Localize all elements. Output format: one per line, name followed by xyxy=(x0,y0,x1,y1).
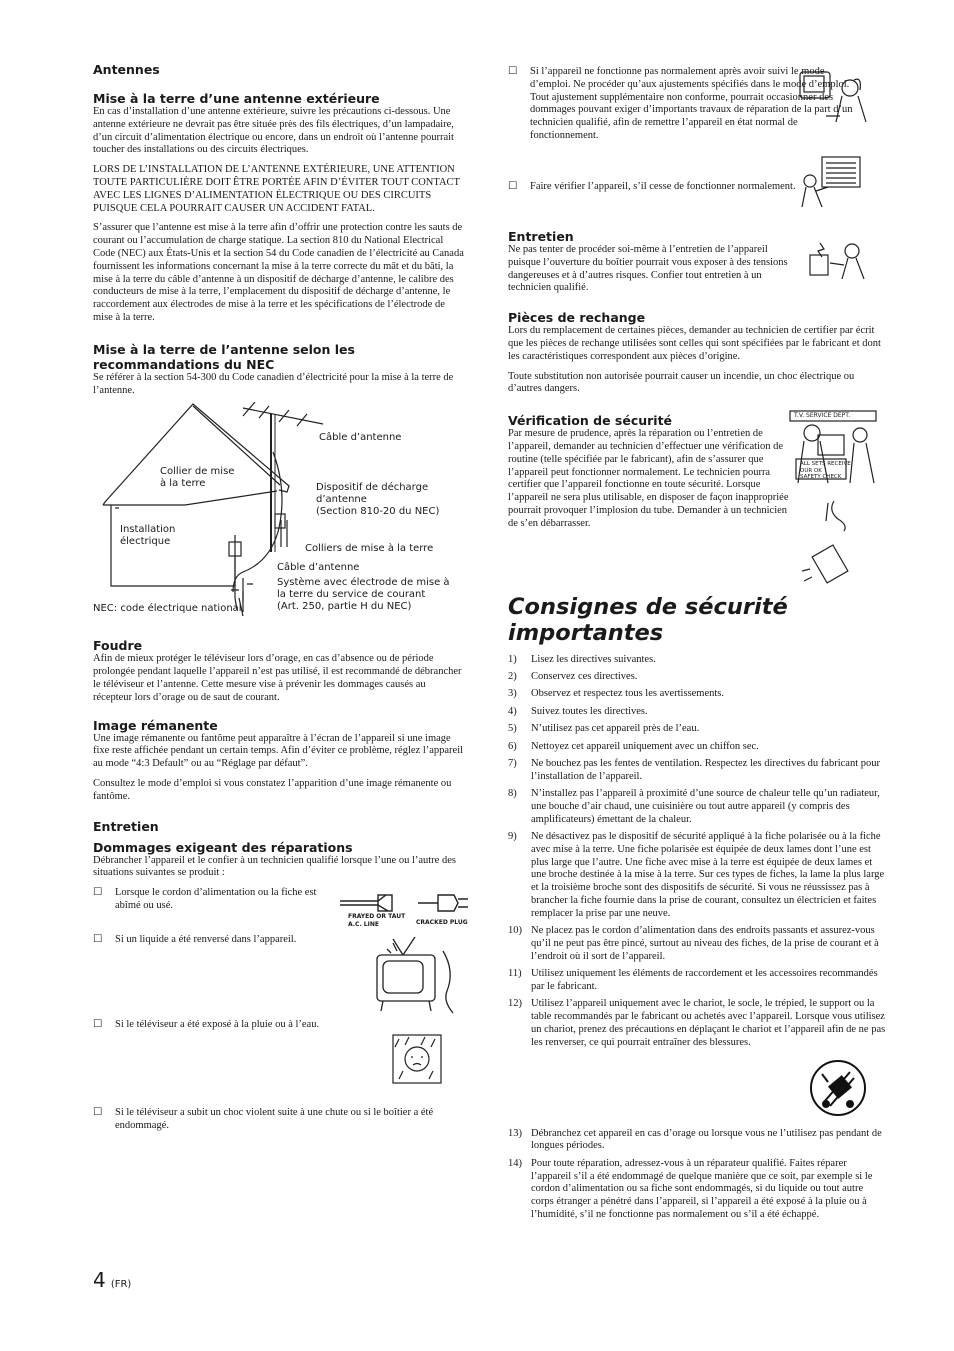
checkbox-icon: ☐ xyxy=(508,66,518,77)
heading-pieces: Pièces de rechange xyxy=(508,310,646,326)
left-column xyxy=(93,62,468,1187)
heading-entretien: Entretien xyxy=(93,818,159,834)
item-number: 7) xyxy=(508,757,517,769)
page-title: Consignes de sécurité importantes xyxy=(508,593,788,646)
item-number: 9) xyxy=(508,831,517,843)
paragraph: Lors du remplacement de certaines pièces, demander au technicien de certifier par écrit que les pièces de rechange utilisées sont celles qui sont spécifiées par le fabricant et dont les caractéristiques correspondent aux pièces d’origine. xyxy=(508,325,881,362)
antenna-grounding-diagram xyxy=(93,402,465,628)
paragraph: En cas d’installation d’une antenne extérieure, suivre les précautions ci-dessous. Une antenne extérieure ne devrait pas être située près des fils électriques, d’un lampadaire, d’un circuit d’alimentation électrique ou encore, dans un endroit où l’antenne pourrait toucher des installations ou des circuits électriques. xyxy=(93,106,454,156)
item-number: 13) xyxy=(508,1127,522,1139)
list-item xyxy=(508,723,888,736)
item-number: 12) xyxy=(508,998,522,1010)
heading-entretien-right: Entretien xyxy=(508,229,574,244)
safety-check-illustration xyxy=(788,409,878,485)
item-number: 10) xyxy=(508,925,522,937)
item-number: 14) xyxy=(508,1157,522,1169)
item-text: Suivez toutes les directives. xyxy=(531,705,648,717)
item-text: Utilisez l’appareil uniquement avec le chariot, le socle, le trépied, le support ou la table recommandés par le fabricant ou achetés avec l’appareil. Lorsque vous utilisez un chariot, prenez des précautions en déplaçant le chariot et l’appareil afin de ne pas les renverser, ce qui pourrait entraîner des blessures. xyxy=(531,998,886,1048)
cart-tipover-icon xyxy=(808,1058,868,1118)
heading-antennes: Antennes xyxy=(93,62,160,77)
item-text: Utilisez uniquement les éléments de raccordement et les accessoires recommandés par le fabricant. xyxy=(531,968,878,993)
item-text: Ne désactivez pas le dispositif de sécurité appliqué à la fiche polarisée ou à la fiche avec mise à la terre. Une fiche polarisée est équipée de deux lames dont l’une est plus large que l’autre. Une fiche avec mise à la terre est équipée de deux lames et une broche destinée à la mise à la terre. Sur ces types de fiches, la lame la plus large et la troisième broche sont des dispositifs de sécurité. Si vous ne réussissez pas à brancher la fiche fournie dans la prise de courant, consultez un électricien et faites remplacer la prise par une neuve. xyxy=(531,831,885,919)
tv-spill-icon xyxy=(363,931,463,1021)
item-text: Ne bouchez pas les fentes de ventilation. Respectez les directives du fabricant pour l’installation de l’appareil. xyxy=(531,757,880,782)
label-colliers: Colliers de mise à la terre xyxy=(305,543,434,555)
item-text: Conservez ces directives. xyxy=(531,670,638,682)
tv-lines-icon xyxy=(798,151,864,211)
right-column xyxy=(508,66,888,1226)
label-systeme: Système avec électrode de mise à la terre du service de courant (Art. 250, partie H du NEC) xyxy=(277,577,450,613)
paragraph: Débrancher l’appareil et le confier à un technicien qualifié lorsque l’une ou l’autre des situations suivantes se produit : xyxy=(93,854,456,879)
checkbox-icon: ☐ xyxy=(93,934,103,946)
list-item: ☐ Si l’appareil ne fonctionne pas normalement après avoir suivi le mode d’emploi. Ne procéder qu’aux ajustements spécifiés dans le mode d’emploi. Tout ajustement supplémentaire non conforme, pourrait occasionner des dommages pouvant exiger d’importants travaux de réparation de la part d’un technicien qualifié, afin de remettre l’appareil en état normal de fonctionnement. xyxy=(508,66,853,141)
spilled-liquid-illustration xyxy=(363,931,463,1021)
heading-verification: Vérification de sécurité xyxy=(508,413,673,429)
item-number: 3) xyxy=(508,688,517,700)
paragraph: Par mesure de prudence, après la réparation ou l’entretien de l’appareil, demander au technicien d’effectuer une vérification de routine (telle spécifiée par le fabricant), afin de s’assurer que l’appareil peut fonctionner normalement. Le technicien pourra certifier que l’appareil fonctionne en toute sécurité. Lorsque l’appareil ne sera plus utilisable, en disposer de façon inappropriée pourrait provoquer l’implosion du tube. Demander à un technicien de s’en débarrasser. xyxy=(508,428,789,529)
list-item xyxy=(508,706,888,719)
tv-repair-illustration xyxy=(798,151,864,211)
page-footer xyxy=(93,1268,131,1292)
paragraph: Toute substitution non autorisée pourrait causer un incendie, un choc électrique ou d’autres dangers. xyxy=(508,370,855,395)
implosion-illustration xyxy=(798,497,858,587)
list-item xyxy=(508,831,888,921)
rain-illustration xyxy=(389,1031,445,1089)
cart-warning-illustration xyxy=(508,1058,888,1126)
label-collier: Collier de mise à la terre xyxy=(160,466,235,490)
language-code: (FR) xyxy=(110,1279,132,1290)
frayed-cord-illustration xyxy=(338,887,468,927)
list-item xyxy=(508,998,888,1049)
list-item xyxy=(508,968,888,994)
heading-dommages: Dommages exigeant des réparations xyxy=(93,839,353,855)
item-text: Ne placez pas le cordon d’alimentation dans des endroits passants et assurez-vous qu’il ne peut pas être pincé, surtout au niveau des fiches, de la prise de courant et à l’endroit où il sort de l’appareil. xyxy=(531,925,879,962)
item-number: 8) xyxy=(508,788,517,800)
list-item: ☐ Si le téléviseur a subit un choc violent suite à une chute ou si le boîtier a été endommagé. xyxy=(93,1107,434,1131)
list-item: ☐ Faire vérifier l’appareil, s’il cesse de fonctionner normalement. xyxy=(508,181,796,192)
heading-image-remanente: Image rémanente xyxy=(93,717,218,733)
item-number: 1) xyxy=(508,653,517,665)
paragraph: Ne pas tenter de procéder soi-même à l’entretien de l’appareil puisque l’ouverture du boîtier pourrait vous exposer à des tensions dangereuses et à d’autres risques. Confier tout entretien à un technicien qualifié. xyxy=(508,244,788,294)
item-number: 5) xyxy=(508,723,517,735)
phone-tv-illustration xyxy=(796,66,876,126)
item-number: 6) xyxy=(508,740,517,752)
page-number: 4 xyxy=(93,1268,106,1292)
list-item xyxy=(508,741,888,754)
shock-illustration xyxy=(808,239,868,287)
paragraph: Une image rémanente ou fantôme peut apparaître à l’écran de l’appareil si une image fixe reste affichée pendant un certain temps. Afin d’éviter ce problème, réglez l’appareil au mode “4:3 Default” ou au “Réglage par défaut”. xyxy=(93,732,464,770)
instructions-list xyxy=(508,654,888,1050)
hand-tube-icon xyxy=(798,497,858,587)
list-item xyxy=(508,925,888,963)
heading-foudre: Foudre xyxy=(93,638,143,654)
list-item xyxy=(508,1128,888,1154)
item-text: N’installez pas l’appareil à proximité d’une source de chaleur telle qu’un radiateur, une bouche d’air chaud, une cuisinière ou tout autre appareil (y compris des amplificateurs) émettant de la chaleur. xyxy=(531,788,880,825)
list-item: ☐ Si le téléviseur a été exposé à la pluie ou à l’eau. xyxy=(93,1019,320,1031)
label-all-sets: ALL SETS RECEIVE OUR OK SAFETY CHECK xyxy=(800,461,851,481)
list-item: ☐ Si un liquide a été renversé dans l’appareil. xyxy=(93,934,297,946)
list-item xyxy=(508,788,888,826)
label-cable-antenne: Câble d’antenne xyxy=(319,432,402,444)
label-installation: Installation électrique xyxy=(120,524,176,548)
checkbox-icon: ☐ xyxy=(93,887,103,899)
list-item: ☐ Lorsque le cordon d’alimentation ou la fiche est abîmé ou usé. xyxy=(93,887,317,911)
item-text: Pour toute réparation, adressez-vous à un réparateur qualifié. Faites réparer l’appareil s’il a été endommagé de quelque manière que ce soit, par exemple si le cordon d’alimentation ou sa fiche sont endommagés, si du liquide ou tout autre corps étranger a pénétré dans l’appareil, si l’appareil a été exposé à la pluie ou à l’humidité, s’il ne fonctionne pas normalement ou s’il a été échappé. xyxy=(531,1157,873,1220)
paragraph: Afin de mieux protéger le téléviseur lors d’orage, en cas d’absence ou de période prolongée pendant laquelle l’appareil n’est pas utilisé, il est recommandé de débrancher le téléviseur et l’antenne. Cette mesure vise à prévenir les dommages causés au récepteur lors d’orage ou de saut de courant. xyxy=(93,653,462,703)
label-tv-service: T.V. SERVICE DEPT. xyxy=(794,412,851,420)
label-cable-antenne-2: Câble d’antenne xyxy=(277,562,360,574)
label-frayed: FRAYED OR TAUT A.C. LINE xyxy=(348,913,406,929)
list-item xyxy=(508,758,888,784)
heading-nec: Mise à la terre de l’antenne selon les recommandations du NEC xyxy=(93,341,355,372)
item-text: Observez et respectez tous les avertissements. xyxy=(531,688,725,700)
label-cracked: CRACKED PLUG xyxy=(416,919,468,927)
item-number: 11) xyxy=(508,968,522,980)
phone-tv-icon xyxy=(796,66,876,126)
list-item xyxy=(508,688,888,701)
item-text: Débranchez cet appareil en cas d’orage ou lorsque vous ne l’utilisez pas pendant de longues périodes. xyxy=(531,1127,882,1152)
paragraph: Consultez le mode d’emploi si vous constatez l’apparition d’une image rémanente ou fantôme. xyxy=(93,777,452,802)
heading-mise-terre: Mise à la terre d’une antenne extérieure xyxy=(93,91,380,106)
item-text: Lisez les directives suivantes. xyxy=(531,653,656,665)
checkbox-icon: ☐ xyxy=(508,181,518,192)
item-text: N’utilisez pas cet appareil près de l’eau. xyxy=(531,723,700,735)
checkbox-icon: ☐ xyxy=(93,1019,103,1031)
paragraph: Se référer à la section 54-300 du Code canadien d’électricité pour la mise à la terre de l’antenne. xyxy=(93,371,454,396)
rain-tv-icon xyxy=(389,1031,445,1089)
item-number: 4) xyxy=(508,705,517,717)
checkbox-icon: ☐ xyxy=(93,1107,103,1119)
paragraph: S’assurer que l’antenne est mise à la terre afin d’offrir une protection contre les sauts de courant ou l’accumulation de charge statique. La section 810 du National Electrical Code (NEC) aux États-Unis et la section 54 du Code canadien de l’électricité au Canada fournissent les informations concernant la mise à la terre correcte du mât et du bâti, la mise à la terre du câble d’antenne à un dispositif de décharge d’antenne, le calibre des conducteurs de mise à la terre, l’emplacement du dispositif de décharge d’antenne, le raccordement aux électrodes de mise à la terre et les spécifications de l’électrode de mise à la terre. xyxy=(93,222,464,323)
electric-shock-icon xyxy=(808,239,868,287)
list-item xyxy=(508,654,888,667)
item-text: Nettoyez cet appareil uniquement avec un chiffon sec. xyxy=(531,740,759,752)
instructions-list-continued xyxy=(508,1128,888,1222)
list-item xyxy=(508,671,888,684)
label-dispositif: Dispositif de décharge d’antenne (Section 810-20 du NEC) xyxy=(316,482,440,518)
paragraph: LORS DE L’INSTALLATION DE L’ANTENNE EXTÉRIEURE, UNE ATTENTION TOUTE PARTICULIÈRE DOIT ÊTRE PORTÉE AFIN D’ÉVITER TOUT CONTACT AVEC LES LIGNES D’ALIMENTATION ÉLECTRIQUE OU DES CIRCUITS PUISQUE CELA POURRAIT CAUSER UN ACCIDENT FATAL. xyxy=(93,164,460,214)
item-number: 2) xyxy=(508,670,517,682)
label-nec: NEC: code électrique national xyxy=(93,603,242,615)
list-item xyxy=(508,1158,888,1222)
